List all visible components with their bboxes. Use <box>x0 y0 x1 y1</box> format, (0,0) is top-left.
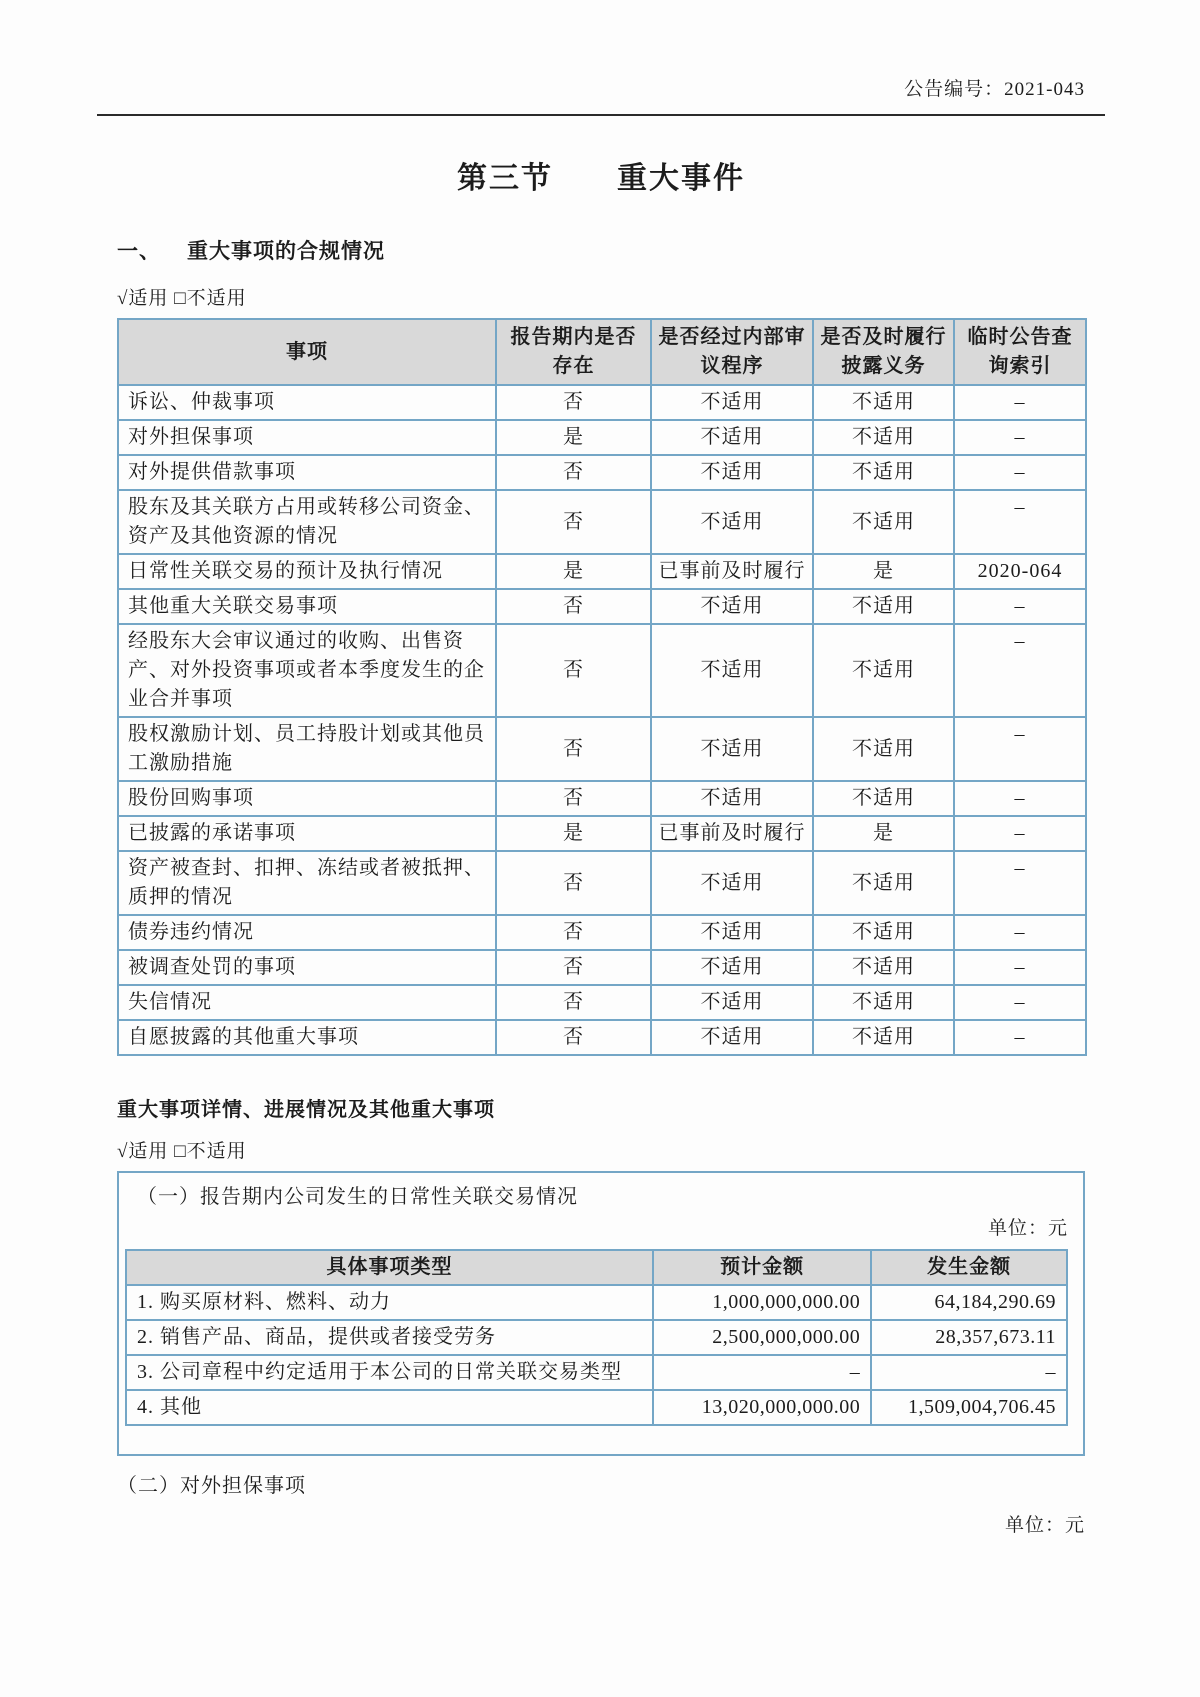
cell-disclose: 不适用 <box>813 455 954 490</box>
cell-review: 不适用 <box>651 385 813 420</box>
cell-index: – <box>954 816 1086 851</box>
cell-exists: 否 <box>496 950 651 985</box>
section-heading-text: 重大事项的合规情况 <box>187 239 385 263</box>
table-row <box>118 455 1086 490</box>
column-header-item: 事项 <box>118 319 496 385</box>
cell-disclose: 不适用 <box>813 589 954 624</box>
table-row <box>118 816 1086 851</box>
related-table-body <box>126 1285 1067 1425</box>
cell-review: 不适用 <box>651 915 813 950</box>
cell-expected-amount: 1,000,000,000.00 <box>653 1285 871 1320</box>
applicable-note: √适用 □不适用 <box>117 288 247 309</box>
cell-item: 自愿披露的其他重大事项 <box>118 1020 496 1055</box>
section-number: 一、 <box>117 239 161 263</box>
cell-index: – <box>954 781 1086 816</box>
cell-index: – <box>954 589 1086 624</box>
table-row <box>118 851 1086 915</box>
cell-exists: 否 <box>496 851 651 915</box>
cell-review: 不适用 <box>651 985 813 1020</box>
cell-index: – <box>954 624 1086 717</box>
cell-item: 失信情况 <box>118 985 496 1020</box>
cell-index: – <box>954 385 1086 420</box>
compliance-table <box>117 318 1087 1056</box>
cell-index: – <box>954 1020 1086 1055</box>
cell-exists: 否 <box>496 1020 651 1055</box>
cell-index: – <box>954 851 1086 915</box>
cell-exists: 否 <box>496 385 651 420</box>
unit-label: 单位：元 <box>987 1218 1068 1239</box>
table-row <box>118 781 1086 816</box>
cell-item: 经股东大会审议通过的收购、出售资产、对外投资事项或者本季度发生的企业合并事项 <box>118 624 496 717</box>
cell-item: 债券违约情况 <box>118 915 496 950</box>
cell-item: 其他重大关联交易事项 <box>118 589 496 624</box>
cell-type: 1. 购买原材料、燃料、动力 <box>126 1285 653 1320</box>
cell-item: 股权激励计划、员工持股计划或其他员工激励措施 <box>118 717 496 781</box>
table-row <box>118 624 1086 717</box>
cell-type: 2. 销售产品、商品，提供或者接受劳务 <box>126 1320 653 1355</box>
cell-exists: 否 <box>496 915 651 950</box>
cell-disclose: 是 <box>813 816 954 851</box>
cell-disclose: 不适用 <box>813 781 954 816</box>
cell-review: 不适用 <box>651 1020 813 1055</box>
cell-disclose: 不适用 <box>813 915 954 950</box>
cell-index: – <box>954 985 1086 1020</box>
announcement-number: 公告编号：2021-043 <box>904 79 1085 100</box>
compliance-table-header-row <box>118 319 1086 385</box>
cell-disclose: 不适用 <box>813 851 954 915</box>
table-row <box>118 385 1086 420</box>
cell-review: 不适用 <box>651 589 813 624</box>
cell-review: 不适用 <box>651 781 813 816</box>
compliance-table-body <box>118 385 1086 1055</box>
details-section-heading: 重大事项详情、进展情况及其他重大事项 <box>117 1099 495 1121</box>
cell-index: – <box>954 915 1086 950</box>
column-header-type: 具体事项类型 <box>126 1250 653 1285</box>
table-row <box>118 915 1086 950</box>
cell-disclose: 不适用 <box>813 385 954 420</box>
cell-exists: 否 <box>496 624 651 717</box>
cell-type: 4. 其他 <box>126 1390 653 1425</box>
cell-exists: 否 <box>496 589 651 624</box>
table-row <box>126 1320 1067 1355</box>
unit-label-2: 单位：元 <box>1004 1515 1085 1536</box>
cell-review: 已事前及时履行 <box>651 816 813 851</box>
cell-exists: 是 <box>496 554 651 589</box>
cell-review: 不适用 <box>651 490 813 554</box>
related-transactions-box <box>117 1171 1085 1456</box>
cell-review: 不适用 <box>651 950 813 985</box>
cell-exists: 否 <box>496 490 651 554</box>
cell-index: – <box>954 420 1086 455</box>
column-header-actual: 发生金额 <box>871 1250 1067 1285</box>
table-row <box>118 589 1086 624</box>
cell-item: 诉讼、仲裁事项 <box>118 385 496 420</box>
cell-disclose: 不适用 <box>813 624 954 717</box>
table-row <box>126 1390 1067 1425</box>
cell-expected-amount: 13,020,000,000.00 <box>653 1390 871 1425</box>
header-rule <box>97 114 1105 116</box>
cell-disclose: 不适用 <box>813 490 954 554</box>
cell-exists: 否 <box>496 781 651 816</box>
column-header-exists: 报告期内是否存在 <box>496 319 651 385</box>
cell-actual-amount: – <box>871 1355 1067 1390</box>
cell-item: 股东及其关联方占用或转移公司资金、资产及其他资源的情况 <box>118 490 496 554</box>
related-table-header-row <box>126 1250 1067 1285</box>
cell-index: – <box>954 455 1086 490</box>
page-title: 第三节 重大事件 <box>457 162 745 195</box>
cell-exists: 否 <box>496 455 651 490</box>
cell-disclose: 不适用 <box>813 1020 954 1055</box>
cell-index: – <box>954 490 1086 554</box>
related-transactions-table <box>125 1249 1068 1426</box>
table-row <box>118 1020 1086 1055</box>
cell-review: 不适用 <box>651 717 813 781</box>
table-row <box>118 717 1086 781</box>
cell-disclose: 是 <box>813 554 954 589</box>
cell-type: 3. 公司章程中约定适用于本公司的日常关联交易类型 <box>126 1355 653 1390</box>
cell-exists: 否 <box>496 717 651 781</box>
table-row <box>118 490 1086 554</box>
column-header-expected: 预计金额 <box>653 1250 871 1285</box>
cell-expected-amount: – <box>653 1355 871 1390</box>
cell-expected-amount: 2,500,000,000.00 <box>653 1320 871 1355</box>
table-row <box>126 1355 1067 1390</box>
subsection-1-title: （一）报告期内公司发生的日常性关联交易情况 <box>137 1186 578 1208</box>
cell-item: 已披露的承诺事项 <box>118 816 496 851</box>
cell-disclose: 不适用 <box>813 717 954 781</box>
column-header-disclose: 是否及时履行披露义务 <box>813 319 954 385</box>
cell-exists: 是 <box>496 816 651 851</box>
cell-exists: 否 <box>496 985 651 1020</box>
cell-index: – <box>954 950 1086 985</box>
cell-review: 不适用 <box>651 851 813 915</box>
cell-index: – <box>954 717 1086 781</box>
cell-review: 已事前及时履行 <box>651 554 813 589</box>
cell-item: 资产被查封、扣押、冻结或者被抵押、质押的情况 <box>118 851 496 915</box>
table-row <box>118 985 1086 1020</box>
cell-review: 不适用 <box>651 624 813 717</box>
table-row <box>118 950 1086 985</box>
cell-item: 股份回购事项 <box>118 781 496 816</box>
cell-actual-amount: 28,357,673.11 <box>871 1320 1067 1355</box>
cell-disclose: 不适用 <box>813 420 954 455</box>
column-header-index: 临时公告查询索引 <box>954 319 1086 385</box>
table-row <box>118 420 1086 455</box>
cell-exists: 是 <box>496 420 651 455</box>
cell-actual-amount: 1,509,004,706.45 <box>871 1390 1067 1425</box>
cell-review: 不适用 <box>651 455 813 490</box>
subsection-2-title: （二）对外担保事项 <box>117 1475 306 1497</box>
cell-item: 对外担保事项 <box>118 420 496 455</box>
cell-disclose: 不适用 <box>813 985 954 1020</box>
cell-review: 不适用 <box>651 420 813 455</box>
section-compliance-heading <box>117 236 1085 266</box>
applicable-note-details: √适用 □不适用 <box>117 1141 247 1162</box>
table-row <box>126 1285 1067 1320</box>
cell-disclose: 不适用 <box>813 950 954 985</box>
cell-actual-amount: 64,184,290.69 <box>871 1285 1067 1320</box>
cell-item: 对外提供借款事项 <box>118 455 496 490</box>
cell-item: 被调查处罚的事项 <box>118 950 496 985</box>
cell-item: 日常性关联交易的预计及执行情况 <box>118 554 496 589</box>
column-header-review: 是否经过内部审议程序 <box>651 319 813 385</box>
cell-index: 2020-064 <box>954 554 1086 589</box>
table-row <box>118 554 1086 589</box>
